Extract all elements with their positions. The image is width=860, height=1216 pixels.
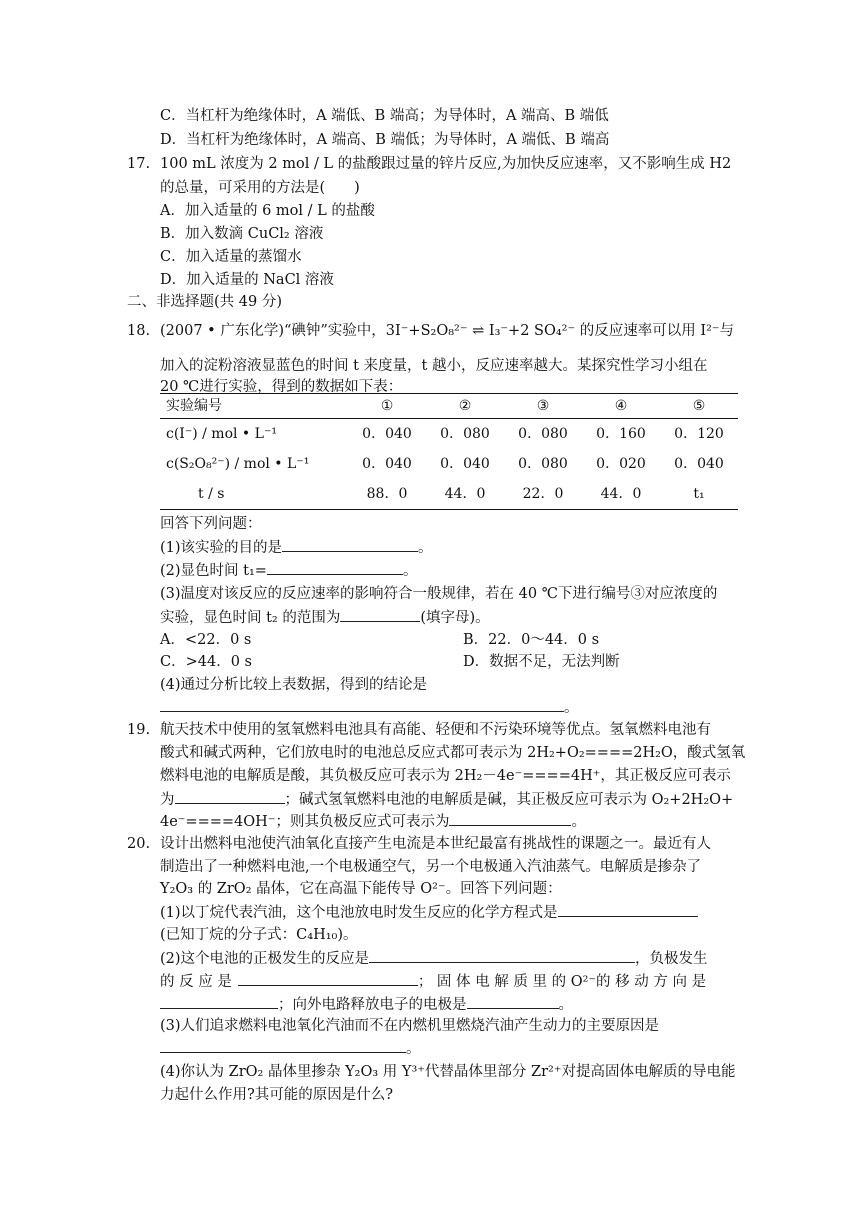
q20-sub2-line2-tail: ； 固 体 电 解 质 里 的 O²⁻的 移 动 方 向 是 <box>417 974 707 990</box>
table-cell: 44．0 <box>582 479 660 510</box>
section-heading: 二、非选择题(共 49 分) <box>127 294 282 310</box>
q17-stem-line1: 100 mL 浓度为 2 mol / L 的盐酸跟过量的锌片反应,为加快反应速率，又不影响生成 H2 <box>160 156 732 172</box>
table-cell: 22．0 <box>504 479 582 510</box>
q20-sub1-line1 <box>160 902 698 923</box>
table-row <box>160 479 738 510</box>
table-row-label: c(I⁻) / mol • L⁻¹ <box>166 426 277 442</box>
q17-option-a: A．加入适量的 6 mol / L 的盐酸 <box>160 203 375 219</box>
q20-sub2-line3 <box>160 994 573 1015</box>
q20-sub2-line2 <box>160 971 706 992</box>
q19-line4-text: 为 <box>160 792 175 808</box>
answer-prompt: 回答下列问题： <box>160 516 262 532</box>
table-cell: 0．080 <box>518 456 568 472</box>
table-header-row <box>160 394 738 419</box>
table-cell: 0．040 <box>440 456 490 472</box>
q18-sub4-answer <box>160 697 579 718</box>
answer-blank[interactable] <box>369 948 635 963</box>
q18-sub3-line1: (3)温度对该反应的反应速率的影响符合一般规律，若在 40 ℃下进行编号③对应浓度的 <box>160 586 718 602</box>
q20-sub3-line1: (3)人们追求燃料电池氧化汽油而不在内燃机里燃烧汽油产生动力的主要原因是 <box>160 1018 660 1034</box>
table-header-cell: ② <box>426 394 504 419</box>
q20-sub4-line1: (4)你认为 ZrO₂ 晶体里掺杂 Y₂O₃ 用 Y³⁺代替晶体里部分 Zr²⁺对提高固体电解质的导电能 <box>160 1064 736 1080</box>
q19-line2: 酸式和碱式两种，它们放电时的电池总反应式都可表示为 2H₂+O₂====2H₂O，酸式氢氧 <box>160 745 746 761</box>
q18-sub3-line2 <box>160 607 490 628</box>
table-cell: 0．040 <box>362 456 412 472</box>
q20-line3: Y₂O₃ 的 ZrO₂ 晶体，它在高温下能传导 O²⁻。回答下列问题： <box>160 881 562 897</box>
q20-sub1-text: (1)以丁烷代表汽油，这个电池放电时发生反应的化学方程式是 <box>160 905 558 921</box>
answer-blank[interactable] <box>238 971 418 986</box>
q18-option-a: A．<22．0 s <box>160 632 252 648</box>
answer-blank[interactable] <box>282 537 418 552</box>
q20-number: 20. <box>127 836 151 852</box>
q20-sub2-line2-text: 的 反 应 是 <box>160 974 232 990</box>
q18-sub2-text: (2)显色时间 t₁= <box>160 563 267 579</box>
table-cell: t₁ <box>660 479 738 510</box>
q19-line1: 航天技术中使用的氢氧燃料电池具有高能、轻便和不污染环境等优点。氢氧燃料电池有 <box>160 722 711 738</box>
answer-blank[interactable] <box>175 789 285 804</box>
q17-stem-line2: 的总量，可采用的方法是( ) <box>160 180 360 196</box>
experiment-data-table <box>160 393 738 510</box>
q17-option-b: B．加入数滴 CuCl₂ 溶液 <box>160 226 324 242</box>
table-cell: 44．0 <box>426 479 504 510</box>
table-cell: 88．0 <box>348 479 426 510</box>
q20-line2: 制造出了一种燃料电池,一个电极通空气，另一个电极通入汽油蒸气。电解质是掺杂了 <box>160 859 702 875</box>
q20-sub2-line1 <box>160 948 708 969</box>
punct-period: 。 <box>402 563 418 579</box>
q18-sub3-tail: (填字母)。 <box>420 610 490 626</box>
q18-sub1-text: (1)该实验的目的是 <box>160 540 283 556</box>
punct-period: 。 <box>558 997 573 1013</box>
punct-period: 。 <box>406 1041 421 1057</box>
q16-option-c: C．当杠杆为绝缘体时，A 端低、B 端高；为导体时，A 端高、B 端低 <box>160 108 609 124</box>
q20-sub4-line2: 力起什么作用?其可能的原因是什么? <box>160 1087 394 1103</box>
punct-period: 。 <box>571 814 586 830</box>
answer-blank[interactable] <box>160 1038 406 1053</box>
table-cell: 0．120 <box>674 426 724 442</box>
table-header-cell: ① <box>348 394 426 419</box>
q19-line4-tail: ；碱式氢氧燃料电池的电解质是碱，其正极反应可表示为 O₂+2H₂O+ <box>284 792 734 808</box>
q18-option-d: D．数据不足，无法判断 <box>463 654 620 670</box>
table-row-label: t / s <box>160 479 348 510</box>
q18-option-c: C．>44．0 s <box>160 654 252 670</box>
q16-option-d: D．当杠杆为绝缘体时，A 端高、B 端低；为导体时，A 端低、B 端高 <box>160 132 610 148</box>
q18-stem-line2: 加入的淀粉溶液显蓝色的时间 t 来度量，t 越小，反应速率越大。某探究性学习小组在 <box>160 358 708 374</box>
q20-sub2-tail: ，负极发生 <box>635 951 708 967</box>
answer-blank[interactable] <box>558 902 698 917</box>
punct-period: 。 <box>418 540 433 556</box>
table-cell: 0．040 <box>674 456 724 472</box>
table-header-cell: ④ <box>582 394 660 419</box>
q19-line3: 燃料电池的电解质是酸，其负极反应可表示为 2H₂－4e⁻====4H⁺，其正极反应可表示 <box>160 768 731 784</box>
q18-number: 18. <box>127 323 151 339</box>
q18-sub4: (4)通过分析比较上表数据，得到的结论是 <box>160 677 428 693</box>
q20-sub3-answer <box>160 1038 421 1059</box>
q18-option-b: B．22．0～44．0 s <box>463 632 600 648</box>
answer-blank[interactable] <box>340 607 420 622</box>
q18-sub2 <box>160 560 417 581</box>
q19-number: 19. <box>127 722 151 738</box>
q19-line4 <box>160 789 733 810</box>
q20-sub1-line2: (已知丁烷的分子式：C₄H₁₀)。 <box>160 927 358 943</box>
table-row-label: c(S₂O₈²⁻) / mol • L⁻¹ <box>166 456 310 472</box>
answer-blank[interactable] <box>467 994 559 1009</box>
q20-sub2-line3-text: ；向外电路释放电子的电极是 <box>278 997 467 1013</box>
q18-stem-line3: 20 ℃进行实验，得到的数据如下表： <box>160 379 403 395</box>
table-cell: 0．080 <box>440 426 490 442</box>
q19-line5 <box>160 811 586 832</box>
table-header-cell: 实验编号 <box>160 394 348 419</box>
q20-line1: 设计出燃料电池使汽油氧化直接产生电流是本世纪最富有挑战性的课题之一。最近有人 <box>160 836 711 852</box>
table-row <box>160 449 738 479</box>
q17-number: 17. <box>127 156 151 172</box>
table-row <box>160 419 738 450</box>
table-cell: 0．080 <box>518 426 568 442</box>
q18-sub1 <box>160 537 433 558</box>
table-cell: 0．160 <box>596 426 646 442</box>
q18-sub3-text: 实验，显色时间 t₂ 的范围为 <box>160 610 341 626</box>
table-header-cell: ⑤ <box>660 394 738 419</box>
table-header-cell: ③ <box>504 394 582 419</box>
table-cell: 0．020 <box>596 456 646 472</box>
q19-line5-text: 4e⁻====4OH⁻；则其负极反应式可表示为 <box>160 814 450 830</box>
answer-blank[interactable] <box>160 697 564 712</box>
q17-option-c: C．加入适量的蒸馏水 <box>160 249 302 265</box>
answer-blank[interactable] <box>160 994 278 1009</box>
answer-blank[interactable] <box>267 560 403 575</box>
table-cell: 0．040 <box>362 426 412 442</box>
q17-option-d: D．加入适量的 NaCl 溶液 <box>160 272 334 288</box>
answer-blank[interactable] <box>449 811 571 826</box>
punct-period: 。 <box>564 700 579 716</box>
q18-stem-line1: (2007 • 广东化学)“碘钟”实验中，3I⁻+S₂O₈²⁻ ⇌ I₃⁻+2 SO₄²⁻ 的反应速率可以用 I²⁻与 <box>160 323 735 339</box>
q20-sub2-text: (2)这个电池的正极发生的反应是 <box>160 951 370 967</box>
